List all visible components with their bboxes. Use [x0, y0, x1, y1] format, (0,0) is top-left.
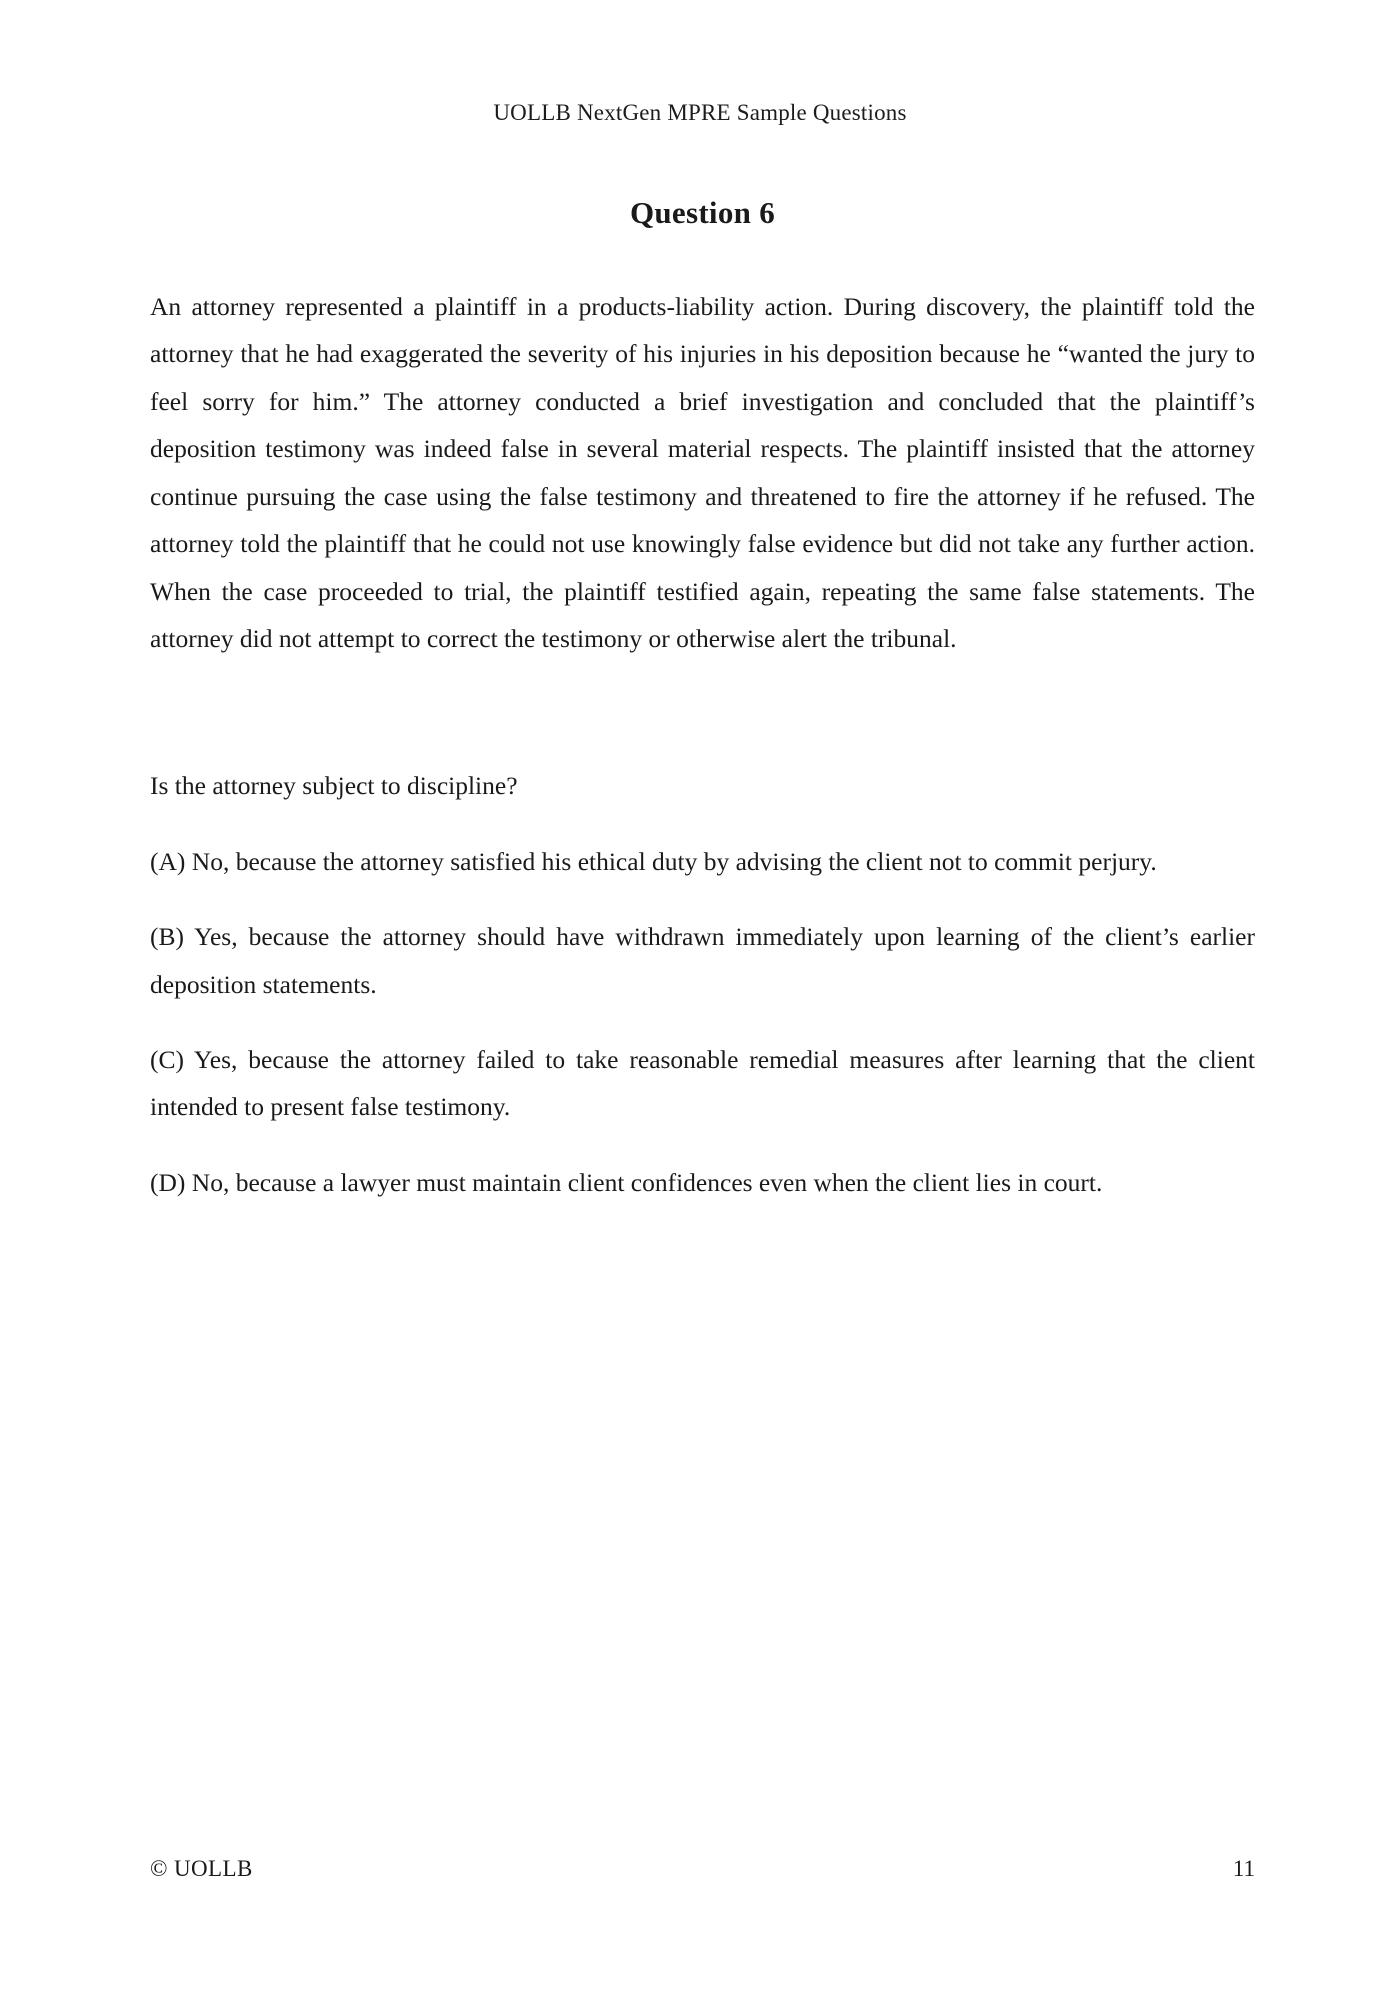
- answer-option-c[interactable]: (C) Yes, because the attorney failed to take reasonable remedial measures after learning that the client intended to present false testimony.: [150, 1045, 1255, 1122]
- answer-option-b[interactable]: (B) Yes, because the attorney should have withdrawn immediately upon learning of the client’s earlier deposition statements.: [150, 922, 1255, 999]
- page-footer: [150, 1856, 1255, 1882]
- answer-option-a[interactable]: (A) No, because the attorney satisfied his ethical duty by advising the client not to commit perjury.: [150, 846, 1157, 876]
- footer-page-number: 11: [1232, 1856, 1255, 1881]
- fact-pattern-paragraph: An attorney represented a plaintiff in a products-liability action. During discovery, the plaintiff told the attorney that he had exaggerated the severity of his injuries in his deposition because he “wanted the jury to feel sorry for him.” The attorney conducted a brief investigation and concluded that the plaintiff’s deposition testimony was indeed false in several material respects. The plaintiff insisted that the attorney continue pursuing the case using the false testimony and threatened to fire the attorney if he refused. The attorney told the plaintiff that he could not use knowingly false evidence but did not take any further action. When the case proceeded to trial, the plaintiff testified again, repeating the same false statements. The attorney did not attempt to correct the testimony or otherwise alert the tribunal.: [150, 292, 1255, 653]
- running-header: UOLLB NextGen MPRE Sample Questions: [493, 100, 907, 125]
- page-title: Question 6: [629, 195, 776, 230]
- call-of-the-question: Is the attorney subject to discipline?: [150, 771, 518, 801]
- footer-copyright: © UOLLB: [150, 1856, 253, 1881]
- answer-option-d[interactable]: (D) No, because a lawyer must maintain client confidences even when the client lies in court.: [150, 1167, 1103, 1197]
- page-content: [150, 195, 1255, 1206]
- answer-options-list: [150, 838, 1255, 1207]
